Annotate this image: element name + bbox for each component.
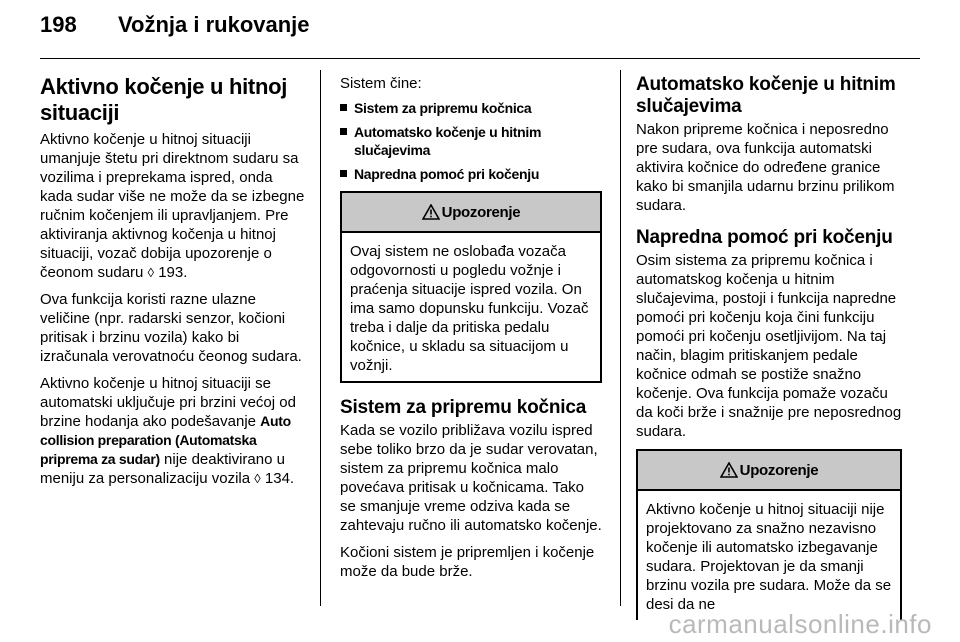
paragraph-3 bbox=[40, 374, 308, 488]
list-item bbox=[340, 99, 602, 117]
bullet-icon bbox=[340, 128, 347, 135]
header-divider bbox=[40, 58, 920, 59]
page-header bbox=[40, 12, 310, 48]
setting-name: Auto collision preparation (Automatska priprema za sudar) bbox=[40, 413, 291, 467]
column-divider-1 bbox=[320, 70, 321, 606]
warning-triangle-icon bbox=[422, 204, 440, 220]
warning-triangle-icon bbox=[720, 462, 738, 478]
column-3 bbox=[636, 74, 902, 620]
paragraph-1-text: Aktivno kočenje u hitnoj situaciji umanjuje štetu pri direktnom sudaru sa vozilima i preprekama ispred, onda kada sudar više ne može da se izbegne ručnim kočenjem ili upravljanjem. Pre aktiviranja aktivnog kočenja u hitnoj situaciji, vozač dobija upozorenje o čeonom sudaru bbox=[40, 131, 305, 281]
list-item bbox=[340, 165, 602, 183]
list-item-label: Sistem za pripremu kočnica bbox=[354, 100, 532, 116]
page-reference-link[interactable]: 193. bbox=[158, 264, 188, 281]
warning-box bbox=[340, 191, 602, 383]
warning-body: Aktivno kočenje u hitnoj situaciji nije projektovano za snažno nezavisno kočenje ili automatsko izbegavanje sudara. Projektovan je da smanji brzinu vozila pre sudara. Može da se desi da ne bbox=[646, 501, 892, 613]
warning-header bbox=[342, 193, 600, 233]
system-list bbox=[340, 99, 602, 183]
section-title-brake-assist: Napredna pomoć pri kočenju bbox=[636, 227, 893, 248]
page-number: 198 bbox=[40, 12, 77, 37]
brake-prep-paragraph-1: Kada se vozilo približava vozilu ispred sebe toliko brzo da je sudar verovatan, sistem za pripremu kočnica malo povećava pritisak u kočnicama. Tako se smanjuje vreme odziva kada se zahtevaju ručno ili automatsko kočenje. bbox=[340, 422, 602, 534]
section-title-auto-braking: Automatsko kočenje u hitnim slučajevima bbox=[636, 74, 896, 117]
section-title-active-braking: Aktivno kočenje u hitnoj situaciji bbox=[40, 74, 288, 125]
column-divider-2 bbox=[620, 70, 621, 606]
warning-label: Upozorenje bbox=[441, 203, 521, 221]
page-reference-icon: ◊ bbox=[147, 265, 155, 280]
page-reference-link[interactable]: 134. bbox=[264, 470, 295, 487]
paragraph-1 bbox=[40, 130, 308, 282]
bullet-icon bbox=[340, 170, 347, 177]
watermark: carmanualsonline.info bbox=[668, 609, 932, 639]
warning-box bbox=[636, 449, 902, 620]
paragraph-3-text-a: Aktivno kočenje u hitnoj situaciji se automatski uključuje pri brzini većoj od brzine hodanja ako podešavanje bbox=[40, 375, 296, 430]
list-item-label: Automatsko kočenje u hitnim slučajevima bbox=[354, 124, 542, 158]
auto-braking-paragraph: Nakon pripreme kočnica i neposredno pre sudara, ova funkcija automatski aktivira kočnice do određene granice kako bi smanjila udarnu brzinu prilikom sudara. bbox=[636, 121, 895, 214]
page-reference-icon: ◊ bbox=[254, 471, 261, 486]
section-title-brake-prep: Sistem za pripremu kočnica bbox=[340, 397, 587, 418]
paragraph-2: Ova funkcija koristi razne ulazne veličine (npr. radarski senzor, kočioni pritisak i brzinu vozila) kako bi izračunala verovatnoću čeonog sudara. bbox=[40, 291, 302, 365]
bullet-icon bbox=[340, 104, 347, 111]
chapter-title: Vožnja i rukovanje bbox=[118, 12, 310, 37]
warning-body: Ovaj sistem ne oslobađa vozača odgovornosti u pogledu vožnje i praćenja situacije ispred vozila. On ima samo dopunsku funkciju. Vozač treba i dalje da pritiska pedalu kočnice, u skladu sa situacijom u vožnji. bbox=[350, 243, 589, 374]
brake-assist-paragraph: Osim sistema za pripremu kočnica i automatskog kočenja u hitnim slučajevima, postoji i funkcija napredne pomoći pri kočenju koja čini funkciju pomoći pri kočenju osetljivijom. Na taj način, blagim pritiskanjem pedale kočnice odmah se postiže snažno kočenje. Ova funkcija pomaže vozaču da koči brže i snažnije pre neposrednog sudara. bbox=[636, 252, 902, 440]
brake-prep-paragraph-2: Kočioni sistem je pripremljen i kočenje može da bude brže. bbox=[340, 544, 595, 580]
list-item-label: Napredna pomoć pri kočenju bbox=[354, 166, 540, 182]
list-item bbox=[340, 123, 602, 159]
paragraph-3-text-b: nije deaktivirano u meniju za personalizaciju vozila bbox=[40, 451, 285, 487]
column-2 bbox=[340, 74, 602, 589]
warning-label: Upozorenje bbox=[739, 461, 819, 479]
column-1 bbox=[40, 74, 308, 496]
system-intro: Sistem čine: bbox=[340, 75, 422, 92]
warning-header bbox=[638, 451, 900, 491]
